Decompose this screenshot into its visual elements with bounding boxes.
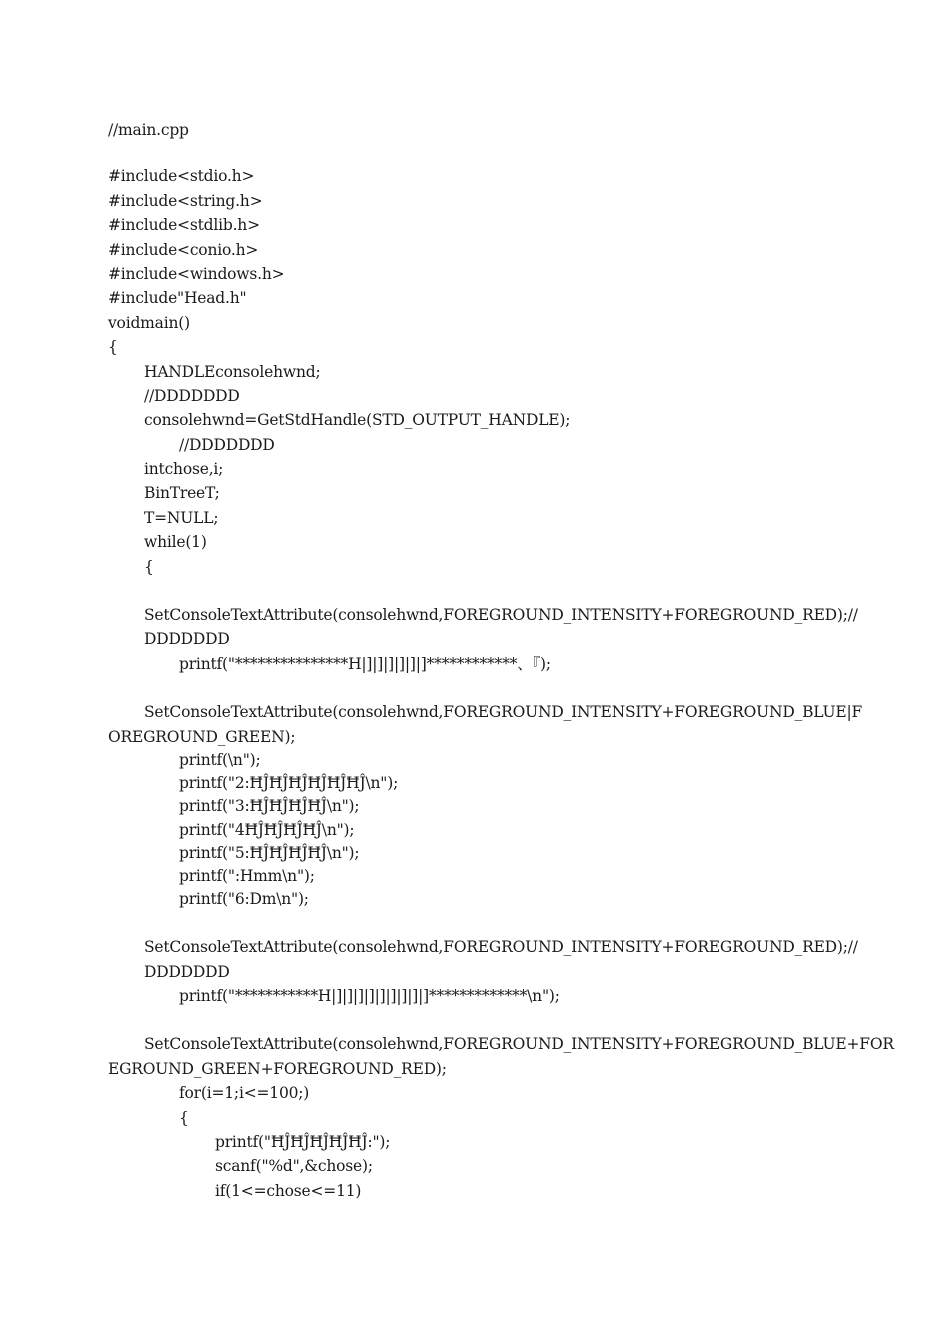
- scanf-line: scanf("%d",&chose);: [215, 1157, 373, 1176]
- blank-line: [108, 676, 868, 700]
- include-line: #include<string.h>: [108, 191, 263, 210]
- comment-line: //DDDDDDD: [144, 386, 240, 405]
- bintree-declaration: BinTreeT;: [144, 484, 220, 503]
- if-line: if(1<=chose<=11): [215, 1181, 362, 1200]
- for-loop-line: for(i=1;i<=100;): [179, 1084, 310, 1103]
- menu-printf-line: printf("6:Dm\n");: [179, 890, 309, 909]
- include-line: #include<stdio.h>: [108, 167, 255, 186]
- handle-declaration: HANDLEconsolehwnd;: [144, 362, 321, 381]
- filename-comment: //main.cpp: [108, 121, 189, 139]
- include-line: #include"Head.h": [108, 289, 247, 308]
- set-attribute-red-comment: DDDDDDD: [144, 962, 230, 981]
- printf-footer-line: printf("***********H|]|]|]|]|]|]|]|]|]*************\n");: [179, 987, 560, 1006]
- set-attribute-blue-green-line: SetConsoleTextAttribute(consolehwnd,FOREGROUND_INTENSITY+FOREGROUND_BLUE|F: [144, 703, 863, 722]
- menu-printf-line: printf(":Hmm\n");: [179, 866, 315, 885]
- include-line: #include<windows.h>: [108, 264, 285, 283]
- for-open-brace: {: [179, 1108, 189, 1127]
- menu-printf-line: printf("4ĦĴĦĴĦĴĦĴ\n");: [179, 820, 355, 839]
- set-attribute-white-line: SetConsoleTextAttribute(consolehwnd,FOREGROUND_INTENSITY+FOREGROUND_BLUE+FOR: [144, 1035, 894, 1054]
- set-attribute-blue-green-wrap: OREGROUND_GREEN);: [108, 727, 296, 746]
- printf-header-line: printf("***************H|]|]|]|]|]|]************、『);: [179, 654, 551, 673]
- blank-line: [108, 142, 868, 164]
- set-attribute-white-wrap: EGROUND_GREEN+FOREGROUND_RED);: [108, 1059, 447, 1078]
- menu-printf-line: printf("5:ĦĴĦĴĦĴĦĴ\n");: [179, 843, 360, 862]
- code-listing: [108, 118, 894, 1203]
- main-declaration: voidmain(): [108, 313, 190, 332]
- set-attribute-red-comment: DDDDDDD: [144, 630, 230, 649]
- main-open-brace: {: [108, 338, 118, 357]
- blank-line: [108, 1008, 868, 1032]
- assign-null-line: T=NULL;: [144, 508, 219, 527]
- blank-line: [108, 911, 868, 935]
- int-declaration: intchose,i;: [144, 460, 224, 479]
- blank-line: [108, 579, 868, 603]
- menu-printf-line: printf("2:ĦĴĦĴĦĴĦĴĦĴĦĴ\n");: [179, 774, 399, 793]
- printf-prompt-line: printf("ĦĴĦĴĦĴĦĴĦĴ:");: [215, 1133, 391, 1152]
- include-line: #include<stdlib.h>: [108, 216, 260, 235]
- set-attribute-red-line: SetConsoleTextAttribute(consolehwnd,FOREGROUND_INTENSITY+FOREGROUND_RED);//: [144, 606, 858, 625]
- include-line: #include<conio.h>: [108, 240, 259, 259]
- menu-printf-line: printf("3:ĦĴĦĴĦĴĦĴ\n");: [179, 797, 360, 816]
- menu-printf-line: printf(\n");: [179, 750, 261, 769]
- get-handle-line: consolehwnd=GetStdHandle(STD_OUTPUT_HANDLE);: [144, 411, 571, 430]
- set-attribute-red-line: SetConsoleTextAttribute(consolehwnd,FOREGROUND_INTENSITY+FOREGROUND_RED);//: [144, 938, 858, 957]
- comment-line: //DDDDDDD: [179, 435, 275, 454]
- while-line: while(1): [144, 533, 207, 552]
- while-open-brace: {: [144, 557, 154, 576]
